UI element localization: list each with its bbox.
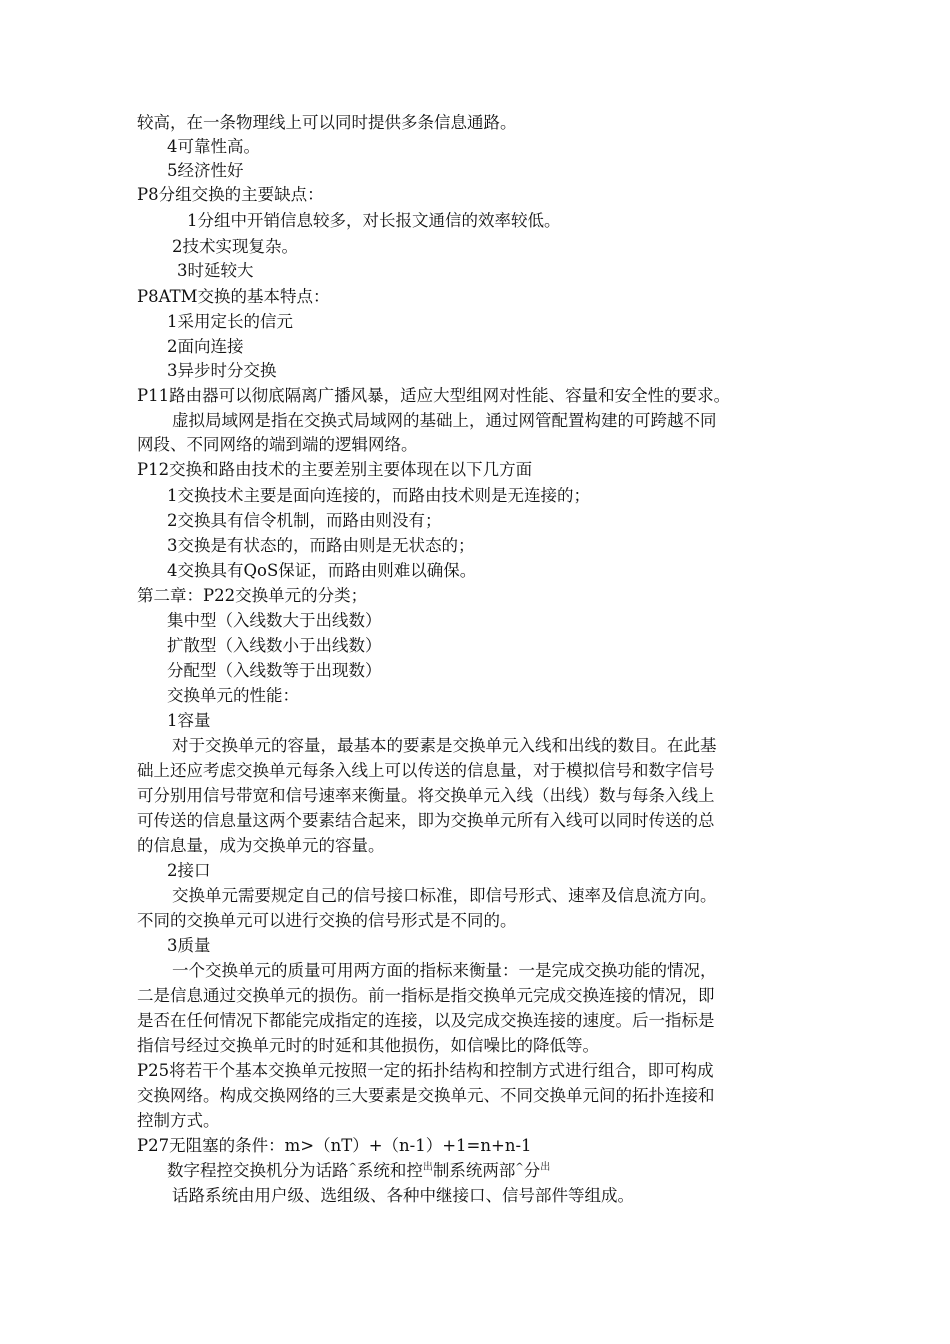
section-heading: P8ATM交换的基本特点： — [137, 287, 330, 306]
text-line: 4可靠性高。 — [167, 137, 260, 156]
text-line: 一个交换单元的质量可用两方面的指标来衡量：一是完成交换功能的情况， — [172, 961, 717, 980]
text-line: 集中型（入线数大于出线数） — [167, 611, 382, 630]
chapter-heading: 第二章：P22交换单元的分类； — [137, 586, 368, 605]
text-line: 1采用定长的信元 — [167, 312, 293, 331]
text-fragment: 制系统两部 — [432, 1161, 516, 1180]
text-line: P25将若干个基本交换单元按照一定的拓扑结构和控制方式进行组合，即可构成 — [137, 1061, 714, 1080]
text-line: 交换单元的性能： — [167, 686, 299, 705]
text-fragment: 分 — [523, 1161, 541, 1180]
text-line: 可分别用信号带宽和信号速率来衡量。将交换单元入线（出线）数与每条入线上 — [137, 786, 715, 805]
text-line: 3时延较大 — [177, 261, 254, 280]
text-fragment: 系统和控 — [356, 1161, 423, 1180]
text-line: 虚拟局域网是指在交换式局域网的基础上，通过网管配置构建的可跨越不同 — [172, 411, 717, 430]
text-line: 交换单元需要规定自己的信号接口标准，即信号形式、速率及信息流方向。 — [172, 886, 717, 905]
superscript-mark: ^ — [348, 1162, 357, 1173]
text-line: 2面向连接 — [167, 337, 244, 356]
superscript-mark: ^ — [515, 1162, 524, 1173]
text-line: 5经济性好 — [167, 161, 244, 180]
text-line-with-marks — [137, 1159, 857, 1183]
text-line: 3交换是有状态的，而路由则是无状态的； — [167, 536, 475, 555]
text-line: 对于交换单元的容量，最基本的要素是交换单元入线和出线的数目。在此基 — [172, 736, 717, 755]
text-line: 1分组中开销信息较多，对长报文通信的效率较低。 — [187, 211, 561, 230]
text-line: 础上还应考虑交换单元每条入线上可以传送的信息量，对于模拟信号和数字信号 — [137, 761, 715, 780]
text-line: 2接口 — [167, 861, 211, 880]
text-line: 话路系统由用户级、选组级、各种中继接口、信号部件等组成。 — [172, 1186, 634, 1205]
text-line: 控制方式。 — [137, 1111, 220, 1130]
text-line: 交换网络。构成交换网络的三大要素是交换单元、不同交换单元间的拓扑连接和 — [137, 1086, 715, 1105]
text-line: 不同的交换单元可以进行交换的信号形式是不同的。 — [137, 911, 517, 930]
text-line: P11路由器可以彻底隔离广播风暴，适应大型组网对性能、容量和安全性的要求。 — [137, 386, 731, 405]
superscript-mark: 出 — [422, 1162, 433, 1173]
text-line: 的信息量，成为交换单元的容量。 — [137, 836, 385, 855]
text-line: 2技术实现复杂。 — [172, 237, 298, 256]
text-line: 1容量 — [167, 711, 211, 730]
text-line: 二是信息通过交换单元的损伤。前一指标是指交换单元完成交换连接的情况，即 — [137, 986, 715, 1005]
text-line: 4交换具有QoS保证，而路由则难以确保。 — [167, 561, 477, 580]
text-line: 3质量 — [167, 936, 211, 955]
superscript-mark: 出 — [540, 1162, 551, 1173]
section-heading: P12交换和路由技术的主要差别主要体现在以下几方面 — [137, 460, 533, 479]
text-line: 分配型（入线数等于出现数） — [167, 661, 382, 680]
formula-line: P27无阻塞的条件：m>（nT）+（n-1）+1=n+n-1 — [137, 1136, 532, 1155]
text-line: 较高，在一条物理线上可以同时提供多条信息通路。 — [137, 113, 517, 132]
text-line: 指信号经过交换单元时的时延和其他损伤，如信噪比的降低等。 — [137, 1036, 599, 1055]
text-line: 网段、不同网络的端到端的逻辑网络。 — [137, 435, 418, 454]
text-fragment: 数字程控交换机分为话路 — [167, 1161, 349, 1180]
text-line: 可传送的信息量这两个要素结合起来，即为交换单元所有入线可以同时传送的总 — [137, 811, 715, 830]
section-heading: P8分组交换的主要缺点： — [137, 185, 324, 204]
text-line: 1交换技术主要是面向连接的，而路由技术则是无连接的； — [167, 486, 590, 505]
text-line: 3异步时分交换 — [167, 361, 277, 380]
text-line: 2交换具有信令机制，而路由则没有； — [167, 511, 442, 530]
text-line: 扩散型（入线数小于出线数） — [167, 636, 382, 655]
text-line: 是否在任何情况下都能完成指定的连接，以及完成交换连接的速度。后一指标是 — [137, 1011, 715, 1030]
